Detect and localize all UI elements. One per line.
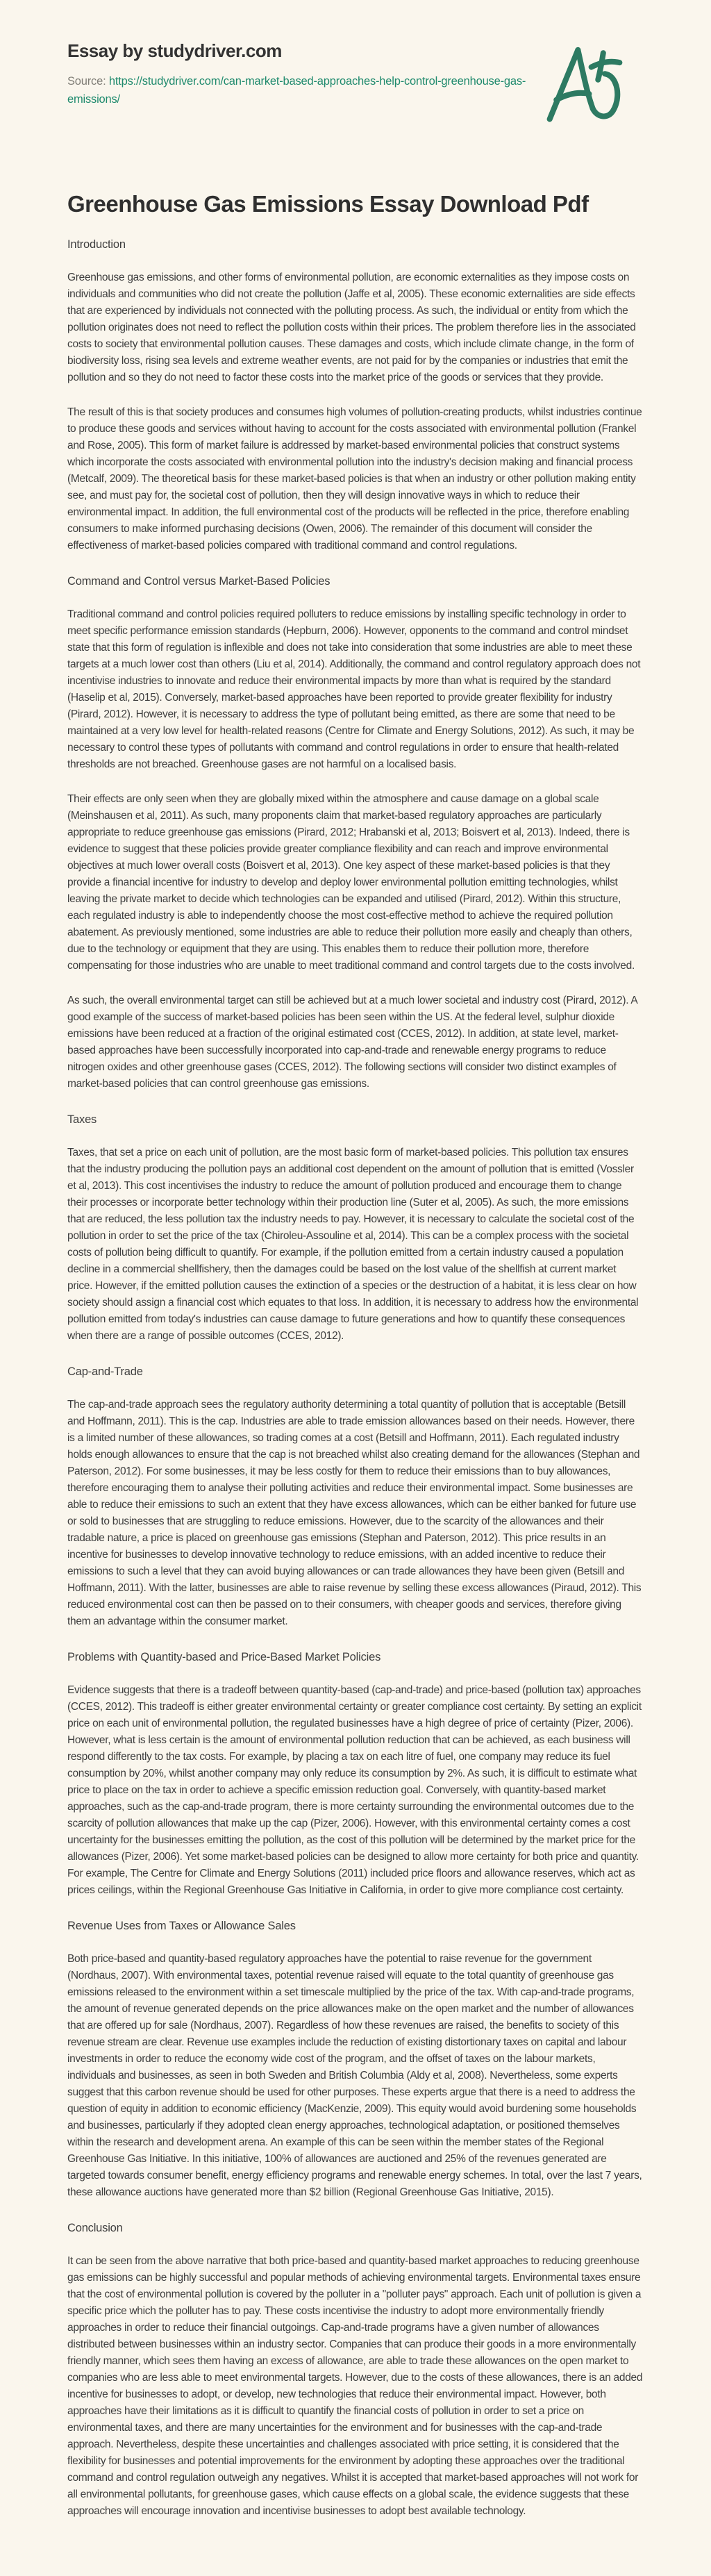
- essay-paragraph: The cap-and-trade approach sees the regulatory authority determining a total quantity of pollution that is acceptable (Betsill and Hoffmann, 2011). This is the cap. Industries are able to trade emission allowances based on their needs. However, there is a limited number of these allowances, so trading comes at a cost (Betsill and Hoffmann, 2011). Each regulated industry holds enough allowances to ensure that the cap is not breached whilst also creating demand for the allowances (Stephan and Paterson, 2012). For some businesses, it may be less costly for them to reduce their emissions than to buy allowances, therefore encouraging them to analyse their polluting activities and reduce their environmental impact. Some businesses are able to reduce their emissions to such an extent that they have excess allowances, which can be either banked for future use or sold to businesses that are struggling to reduce emissions. However, due to the scarcity of the allowances and their tradable nature, a price is placed on greenhouse gas emissions (Stephan and Paterson, 2012). This price results in an incentive for businesses to develop innovative technology to reduce emissions, with an added incentive to reduce their emissions to such a level that they can avoid buying allowances or can trade allowances they have been given (Betsill and Hoffmann, 2011). With the latter, businesses are able to raise revenue by selling these excess allowances (Piraud, 2012). This reduced environmental cost can then be passed on to their consumers, with cheaper goods and services, therefore giving them an advantage within the consumer market.: [67, 1399, 642, 1627]
- section-heading: Conclusion: [67, 2222, 123, 2234]
- essay-paragraph: Taxes, that set a price on each unit of pollution, are the most basic form of market-based policies. This pollution tax ensures that the industry producing the pollution pays an additional cost dependent on the amount of pollution that is emitted (Vossler et al, 2013). This cost incentivises the industry to reduce the amount of pollution produced and encourage them to change their processes or incorporate better technology within their production line (Suter et al, 2005). As such, the more emissions that are reduced, the less pollution tax the industry needs to pay. However, it is necessary to calculate the societal cost of the pollution in order to set the price of the tax (Chiroleu-Assouline et al, 2014). This can be a complex process with the societal costs of pollution being difficult to quantify. For example, if the pollution emitted from a certain industry caused a population decline in a commercial shellfishery, then the damages could be based on the lost value of the shellfish at current market price. However, if the emitted pollution causes the extinction of a species or the destruction of a habitat, it is less clear on how society should assign a financial cost which equates to that loss. In addition, it is necessary to address how the environmental pollution emitted from today's industries can cause damage to future generations and how to quantify these consequences when there are a range of possible outcomes (CCES, 2012).: [67, 1147, 639, 1342]
- source-label: Source:: [67, 75, 109, 88]
- essay-paragraph: It can be seen from the above narrative that both price-based and quantity-based market approaches to reducing greenhouse gas emissions can be highly successful and popular methods of achieving environmental targets. Environmental taxes ensure that the cost of environmental pollution is covered by the polluter in a "polluter pays" approach. Each unit of pollution is given a specific price which the polluter has to pay. These costs incentivise the industry to adopt more environmentally friendly approaches in order to reduce their financial outgoings. Cap-and-trade programs have a given number of allowances distributed between businesses within an industry sector. Companies that can produce their goods in a more environmentally friendly manner, which sees them having an excess of allowance, are able to trade these allowances on the open market to companies who are less able to meet environmental targets. However, due to the costs of these allowances, there is an added incentive for businesses to adopt, or develop, new technologies that reduce their environmental impact. However, both approaches have their limitations as it is difficult to quantify the financial costs of pollution in order to set a price on environmental taxes, and there are many uncertainties for the environment and for businesses with the cap-and-trade approach. Nevertheless, despite these uncertainties and challenges associated with price setting, it is considered that the flexibility for businesses and potential improvements for the environment by adopting these approaches over the traditional command and control regulation outweigh any negatives. Whilst it is accepted that market-based approaches will not work for all environmental pollutants, for greenhouse gases, which cause effects on a global scale, the evidence suggests that these approaches will encourage innovation and incentivise businesses to adopt best available technology.: [67, 2255, 643, 2517]
- section-heading: Revenue Uses from Taxes or Allowance Sales: [67, 1920, 296, 1932]
- section-heading: Problems with Quantity-based and Price-Based Market Policies: [67, 1651, 381, 1663]
- essay-paragraph: Greenhouse gas emissions, and other forms of environmental pollution, are economic externalities as they impose costs on individuals and communities who did not create the pollution (Jaffe et al, 2005). These economic externalities are side effects that are experienced by individuals not connected with the polluting process. As such, the individual or entity from which the pollution originates does not need to reflect the pollution costs within their prices. The problem therefore lies in the associated costs to society that environmental pollution causes. These damages and costs, which include climate change, in the form of biodiversity loss, rising sea levels and extreme weather events, are not paid for by the companies or industries that emit the pollution and so they do not need to factor these costs into the market price of the goods or services that they provide.: [67, 272, 636, 383]
- essay-paragraph: Both price-based and quantity-based regulatory approaches have the potential to raise revenue for the government (Nordhaus, 2007). With environmental taxes, potential revenue raised will equate to the total quantity of greenhouse gas emissions released to the environment within a set timescale multiplied by the price of the tax. With cap-and-trade programs, the amount of revenue generated depends on the price allowances make on the open market and the number of allowances that are offered up for sale (Nordhaus, 2007). Regardless of how these revenues are raised, the benefits to society of this revenue stream are clear. Revenue use examples include the reduction of existing distortionary taxes on capital and labour investments in order to reduce the economy wide cost of the program, and the offset of taxes on the labour markets, individuals and businesses, as seen in both Sweden and British Columbia (Aldy et al, 2008). Nevertheless, some experts suggest that this carbon revenue should be used for other purposes. These experts argue that there is a need to address the question of equity in addition to economic efficiency (MacKenzie, 2009). This equity would avoid burdening some households and businesses, particularly if they adopted clean energy approaches, technological adaptation, or positioned themselves within the research and development arena. An example of this can be seen within the member states of the Regional Greenhouse Gas Initiative. In this initiative, 100% of allowances are auctioned and 25% of the revenues generated are targeted towards consumer benefit, energy efficiency programs and renewable energy schemes. In total, over the last 7 years, these allowance auctions have generated more than $2 billion (Regional Greenhouse Gas Initiative, 2015).: [67, 1953, 642, 2198]
- section-heading: Command and Control versus Market-Based Policies: [67, 575, 331, 588]
- essay-title: Greenhouse Gas Emissions Essay Download Pdf: [67, 191, 589, 217]
- source-line: [67, 73, 533, 108]
- header-text-block: [67, 40, 533, 108]
- essay-body: [67, 191, 644, 2520]
- essay-paragraph: The result of this is that society produces and consumes high volumes of pollution-creating products, whilst industries continue to produce these goods and services without having to account for the costs associated with environmental pollution (Frankel and Rose, 2005). This form of market failure is addressed by market-based environmental policies that construct systems which incorporate the costs associated with environmental pollution into the industry's decision making and financial process (Metcalf, 2009). The theoretical basis for these market-based policies is that when an industry or other pollution making entity see, and must pay for, the societal cost of pollution, then they will design innovative ways in which to reduce their environmental impact. In addition, the full environmental cost of the products will be reflected in the price, therefore enabling consumers to make informed purchasing decisions (Owen, 2006). The remainder of this document will consider the effectiveness of market-based policies compared with traditional command and control regulations.: [67, 406, 642, 551]
- source-link[interactable]: https://studydriver.com/can-market-based-approaches-help-control-greenhouse-gas-emissions/: [67, 75, 526, 106]
- essay-sections: [67, 238, 644, 2520]
- section-heading: Cap-and-Trade: [67, 1365, 143, 1378]
- page-header: [67, 40, 644, 124]
- section-heading: Introduction: [67, 238, 126, 251]
- site-title: Essay by studydriver.com: [67, 40, 282, 61]
- essay-paragraph: As such, the overall environmental target can still be achieved but at a much lower societal and industry cost (Pirard, 2012). A good example of the success of market-based policies has been seen within the US. At the federal level, sulphur dioxide emissions have been reduced at a fraction of the original estimated cost (CCES, 2012). In addition, at state level, market-based approaches have been successfully incorporated into cap-and-trade and renewable energy programs to reduce nitrogen oxides and other greenhouse gases (CCES, 2012). The following sections will consider two distinct examples of market-based policies that can control greenhouse gas emissions.: [67, 995, 637, 1090]
- essay-paragraph: Evidence suggests that there is a tradeoff between quantity-based (cap-and-trade) and price-based (pollution tax) approaches (CCES, 2012). This tradeoff is either greater environmental certainty or greater compliance cost certainty. By setting an explicit price on each unit of environmental pollution, the regulated businesses have a high degree of price of certainty (Pizer, 2006). However, what is less certain is the amount of environmental pollution reduction that can be achieved, as each business will respond differently to the tax costs. For example, by placing a tax on each litre of fuel, one company may reduce its fuel consumption by 20%, whilst another company may only reduce its consumption by 2%. As such, it is difficult to estimate what price to place on the tax in order to achieve a specific emission reduction goal. Conversely, with quantity-based market approaches, such as the cap-and-trade program, there is more certainty surrounding the environmental outcomes due to the scarcity of pollution allowances that make up the cap (Pizer, 2006). However, with this environmental certainty comes a cost uncertainty for the businesses emitting the pollution, as the cost of this pollution will be determined by the market price for the allowances (Pizer, 2006). Yet some market-based policies can be designed to allow more certainty for both price and quantity. For example, The Centre for Climate and Energy Solutions (2011) included price floors and allowance reserves, which act as prices ceilings, within the Regional Greenhouse Gas Initiative in California, in order to give more compliance cost certainty.: [67, 1684, 642, 1896]
- section-heading: Taxes: [67, 1113, 97, 1126]
- essay-paragraph: Their effects are only seen when they are globally mixed within the atmosphere and cause damage on a global scale (Meinshausen et al, 2011). As such, many proponents claim that market-based regulatory approaches are particularly appropriate to reduce greenhouse gas emissions (Pirard, 2012; Hrabanski et al, 2013; Boisvert et al, 2013). Indeed, there is evidence to suggest that these policies provide greater compliance flexibility and can reach and improve environmental objectives at much lower overall costs (Boisvert et al, 2013). One key aspect of these market-based policies is that they provide a financial incentive for industry to develop and deploy lower environmental pollution emitting technologies, whilst leaving the private market to decide which technologies can be expanded and utilised (Pirard, 2012). Within this structure, each regulated industry is able to independently choose the most cost-effective method to achieve the required pollution abatement. As previously mentioned, some industries are able to reduce their pollution more easily and cheaply than others, due to the technology or equipment that they are using. This enables them to reduce their pollution more, therefore compensating for those industries who are unable to meet traditional command and control targets due to the costs involved.: [67, 793, 635, 972]
- a-plus-logo-icon: [533, 40, 637, 124]
- essay-paragraph: Traditional command and control policies required polluters to reduce emissions by installing specific technology in order to meet specific performance emission standards (Hepburn, 2006). However, opponents to the command and control mindset state that this form of regulation is inflexible and does not take into consideration that some industries are able to meet these targets at a much lower cost than others (Liu et al, 2014). Additionally, the command and control regulatory approach does not incentivise industries to innovate and reduce their environmental impacts by more than what is required by the standard (Haselip et al, 2015). Conversely, market-based approaches have been reported to provide greater flexibility for industry (Pirard, 2012). However, it is necessary to address the type of pollutant being emitted, as there are some that need to be maintained at a very low level for health-related reasons (Centre for Climate and Energy Solutions, 2012). As such, it may be necessary to control these types of pollutants with command and control regulations in order to ensure that health-related thresholds are not breached. Greenhouse gases are not harmful on a localised basis.: [67, 608, 641, 770]
